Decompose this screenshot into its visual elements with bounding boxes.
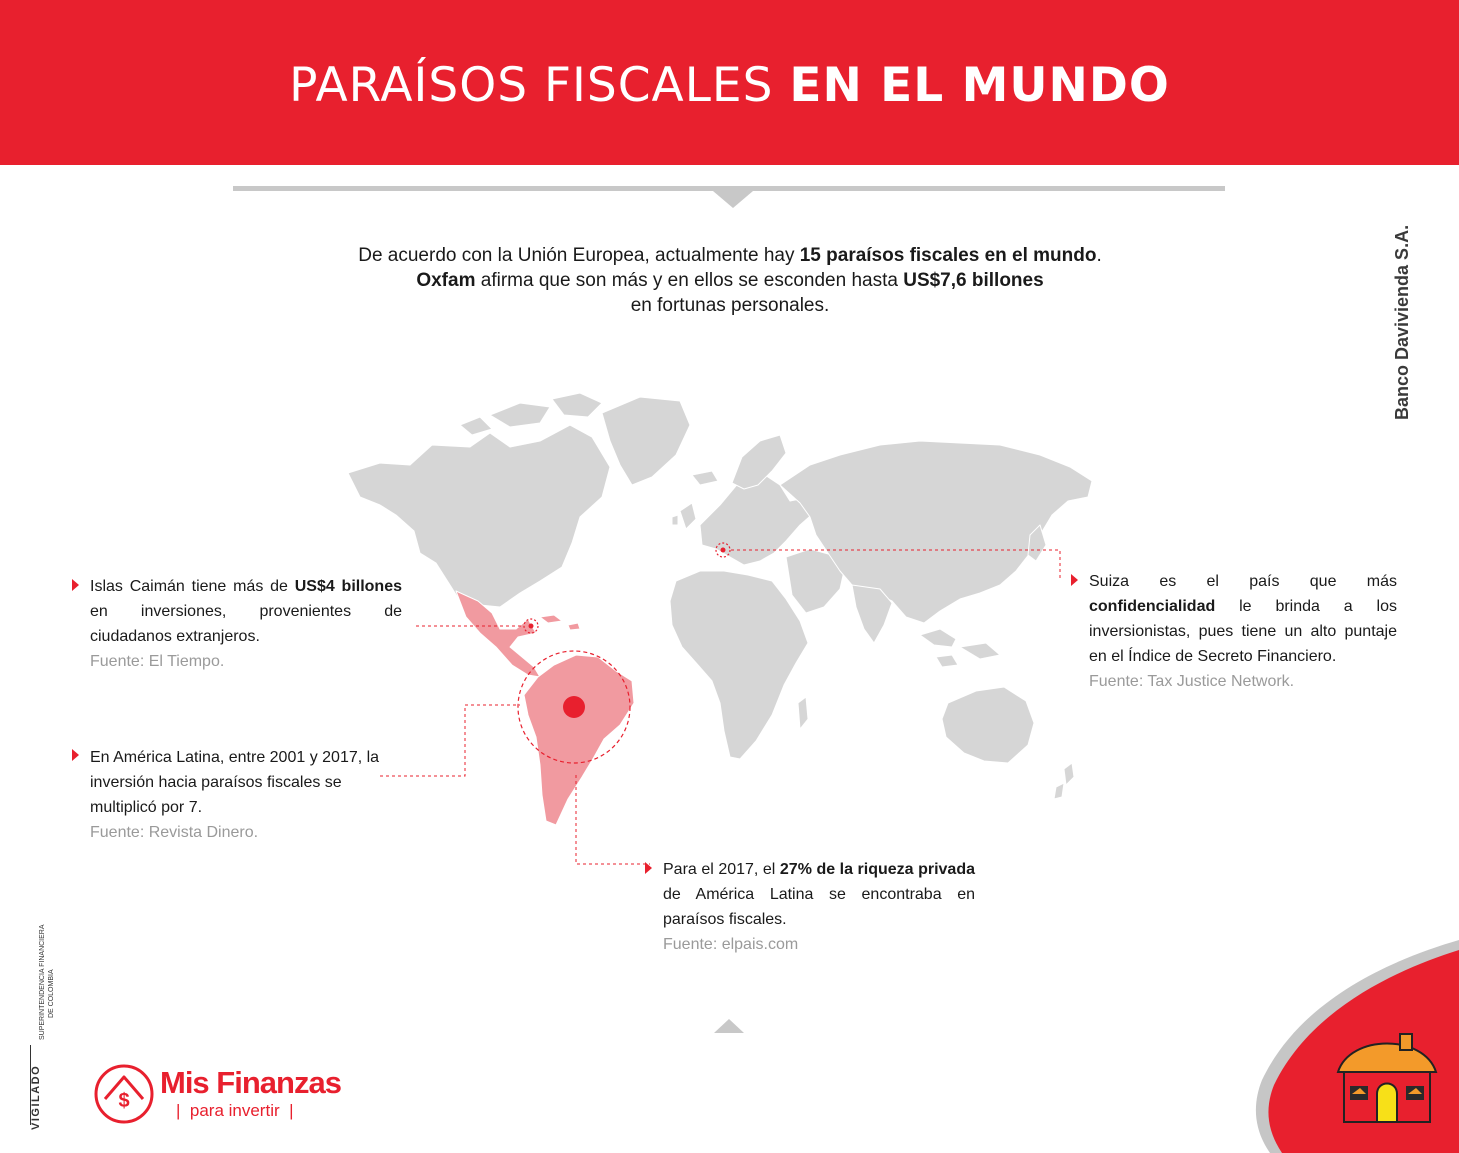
- svg-text:$: $: [118, 1090, 130, 1112]
- note-riqueza: Para el 2017, el 27% de la riqueza privada de América Latina se encontraba en paraísos fiscales. Fuente: elpais.com: [663, 857, 975, 957]
- divider-notch-down: [713, 191, 753, 208]
- australia: [942, 687, 1034, 763]
- bullet-caiman-icon: [72, 579, 79, 591]
- brand-vertical-label: Banco Davivienda S.A.: [1392, 224, 1412, 420]
- source-caiman: Fuente: El Tiempo.: [90, 653, 225, 670]
- source-riqueza: Fuente: elpais.com: [663, 936, 799, 953]
- bullet-suiza-icon: [1071, 574, 1078, 586]
- southeast-asia: [920, 629, 1000, 667]
- source-latam: Fuente: Revista Dinero.: [90, 824, 259, 841]
- page-title: PARAÍSOS FISCALES EN EL MUNDO: [289, 58, 1170, 113]
- iceland: [692, 471, 718, 485]
- cayman-marker-dot: [529, 624, 534, 629]
- divider-notch-up: [714, 1019, 744, 1033]
- logo-tagline: | para invertir |: [176, 1101, 294, 1120]
- british-isles: [672, 503, 696, 529]
- note-latam: En América Latina, entre 2001 y 2017, la inversión hacia paraísos fiscales se multiplicó por 7. Fuente: Revista Dinero.: [90, 745, 380, 845]
- vigilado-label: VIGILADO: [30, 1064, 42, 1130]
- arctic-islands: [460, 393, 602, 435]
- bullet-riqueza-icon: [645, 862, 652, 874]
- corner-brand-decoration: [1240, 930, 1459, 1153]
- greenland: [602, 397, 690, 485]
- switzerland-marker-dot: [721, 548, 726, 553]
- africa: [670, 571, 808, 759]
- bullet-latam-icon: [72, 749, 79, 761]
- latam-marker-dot: [563, 696, 585, 718]
- header-banner: [0, 0, 1459, 165]
- new-zealand: [1054, 763, 1074, 799]
- scandinavia: [732, 435, 786, 489]
- world-map: [340, 385, 1120, 835]
- note-caiman: Islas Caimán tiene más de US$4 billones en inversiones, provenientes de ciudadanos extranjeros. Fuente: El Tiempo.: [90, 574, 402, 674]
- intro-text: De acuerdo con la Unión Europea, actualmente hay 15 paraísos fiscales en el mundo. Oxfam afirma que son más y en ellos se esconden hasta US$7,6 billones en fortunas personales.: [358, 245, 1102, 316]
- caribbean: [540, 615, 580, 630]
- source-suiza: Fuente: Tax Justice Network.: [1089, 673, 1295, 690]
- note-suiza: Suiza es el país que más confidencialidad le brinda a los inversionistas, pues tiene un alto puntaje en el Índice de Secreto Financiero. Fuente: Tax Justice Network.: [1089, 569, 1397, 694]
- madagascar: [798, 697, 808, 729]
- logo-name: Mis Finanzas: [160, 1065, 341, 1100]
- superintendencia-label: SUPERINTENDENCIA FINANCIERA DE COLOMBIA: [39, 924, 55, 1040]
- mis-finanzas-logo-icon: [93, 1063, 155, 1125]
- south-america: [524, 655, 634, 825]
